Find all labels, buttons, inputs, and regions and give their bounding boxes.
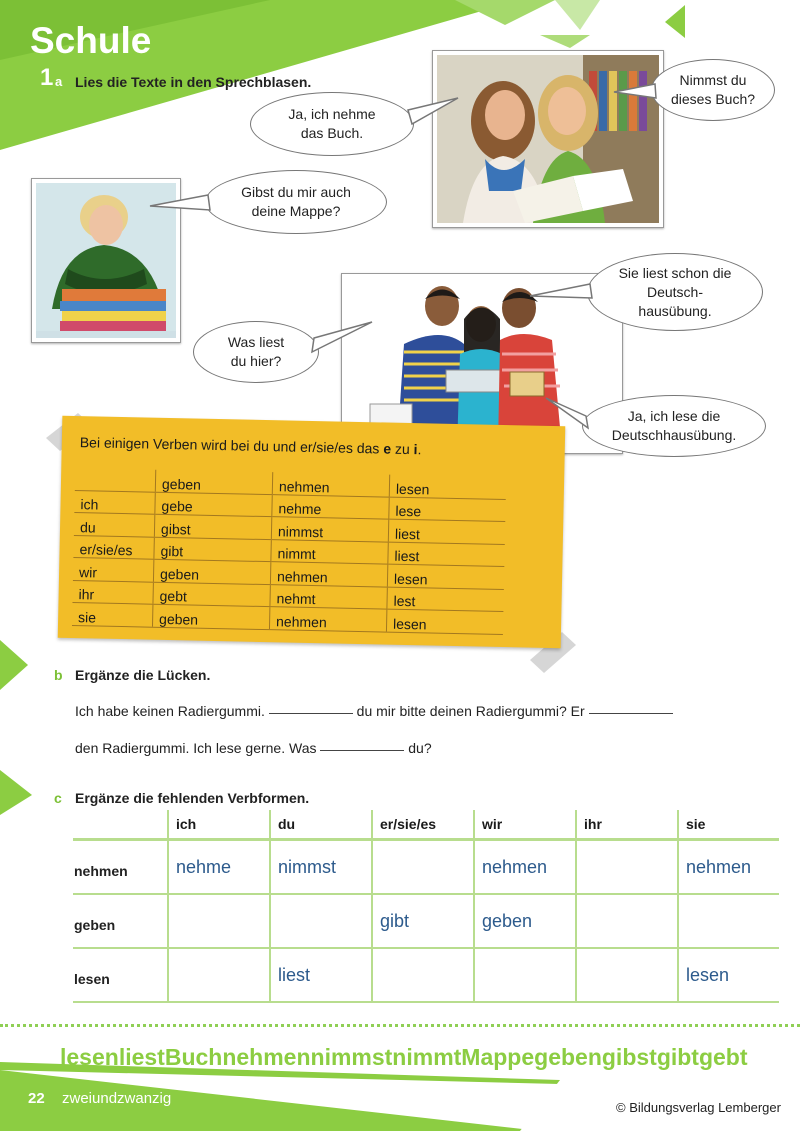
photo-girls-with-book bbox=[432, 50, 664, 228]
answer-cell[interactable] bbox=[168, 894, 270, 948]
page-number-word: zweiundzwanzig bbox=[62, 1090, 172, 1107]
table-row: ich gebe nehme lese bbox=[74, 490, 505, 522]
speech-bubble-5: Was liest du hier? bbox=[193, 321, 319, 383]
answer-cell[interactable] bbox=[372, 840, 474, 895]
gap-field-3[interactable] bbox=[320, 749, 404, 751]
answer-cell[interactable] bbox=[474, 948, 576, 1002]
verb-form-table bbox=[73, 810, 779, 1003]
exercise-number: 1 bbox=[40, 64, 54, 91]
grammar-note bbox=[58, 416, 566, 648]
exercise-c-instruction: Ergänze die fehlenden Verbformen. bbox=[75, 790, 310, 806]
page-title: Schule bbox=[30, 20, 152, 61]
table-row: nehmen nehme nimmst nehmen nehmen bbox=[73, 840, 779, 895]
conjugation-table bbox=[72, 468, 506, 634]
exercise-c-label: c bbox=[54, 790, 62, 806]
dotted-divider bbox=[0, 1024, 800, 1027]
table-row: er/sie/es gibt nimmt liest bbox=[73, 535, 504, 567]
speech-bubble-2: Nimmst du dieses Buch? bbox=[651, 59, 775, 121]
answer-cell[interactable]: nehmen bbox=[678, 840, 779, 895]
speech-bubble-3: Gibst du mir auch deine Mappe? bbox=[205, 170, 387, 234]
table-row: wir geben nehmen lesen bbox=[73, 558, 504, 590]
speech-bubble-1: Ja, ich nehme das Buch. bbox=[250, 92, 414, 156]
speech-bubble-6: Ja, ich lese die Deutschhausübung. bbox=[582, 395, 766, 457]
answer-cell[interactable] bbox=[576, 948, 678, 1002]
answer-cell[interactable]: lesen bbox=[678, 948, 779, 1002]
page-number: 22 bbox=[28, 1090, 45, 1107]
table-row: lesen liest lesen bbox=[73, 948, 779, 1002]
exercise-sub-label: a bbox=[55, 74, 63, 89]
answer-cell[interactable]: nehmen bbox=[474, 840, 576, 895]
table-header-row: ich du er/sie/es wir ihr sie bbox=[73, 810, 779, 840]
answer-cell[interactable] bbox=[678, 894, 779, 948]
exercise-b-line-1: Ich habe keinen Radiergummi. du mir bitte deinen Radiergummi? Er bbox=[75, 703, 673, 719]
answer-cell[interactable] bbox=[576, 840, 678, 895]
answer-cell[interactable] bbox=[576, 894, 678, 948]
answer-cell[interactable] bbox=[270, 894, 372, 948]
table-row: du gibst nimmst liest bbox=[74, 513, 505, 545]
answer-cell[interactable]: nehme bbox=[168, 840, 270, 895]
answer-cell[interactable] bbox=[372, 948, 474, 1002]
word-snake: lesenliestBuchnehmennimmstnimmtMappegebengibstgibtgebt bbox=[60, 1044, 748, 1070]
table-row: ihr gebt nehmt lest bbox=[72, 580, 503, 612]
answer-cell[interactable]: gibt bbox=[372, 894, 474, 948]
table-row: geben gibt geben bbox=[73, 894, 779, 948]
copyright-notice: © Bildungsverlag Lemberger bbox=[616, 1100, 781, 1115]
table-row: sie geben nehmen lesen bbox=[72, 603, 503, 635]
speech-bubble-4: Sie liest schon die Deutsch-hausübung. bbox=[587, 253, 763, 331]
gap-field-1[interactable] bbox=[269, 712, 353, 714]
exercise-b-label: b bbox=[54, 667, 63, 683]
answer-cell[interactable]: liest bbox=[270, 948, 372, 1002]
answer-cell[interactable] bbox=[168, 948, 270, 1002]
note-heading: Bei einigen Verben wird bei du und er/sie/es das e zu i. bbox=[79, 434, 422, 458]
photo-teacher bbox=[31, 178, 181, 343]
table-row: geben nehmen lesen bbox=[75, 468, 506, 499]
exercise-1a-instruction: Lies die Texte in den Sprechblasen. bbox=[75, 74, 312, 90]
exercise-b-instruction: Ergänze die Lücken. bbox=[75, 667, 211, 683]
answer-cell[interactable]: geben bbox=[474, 894, 576, 948]
exercise-b-line-2: den Radiergummi. Ich lese gerne. Was du? bbox=[75, 740, 432, 756]
gap-field-2[interactable] bbox=[589, 712, 673, 714]
answer-cell[interactable]: nimmst bbox=[270, 840, 372, 895]
